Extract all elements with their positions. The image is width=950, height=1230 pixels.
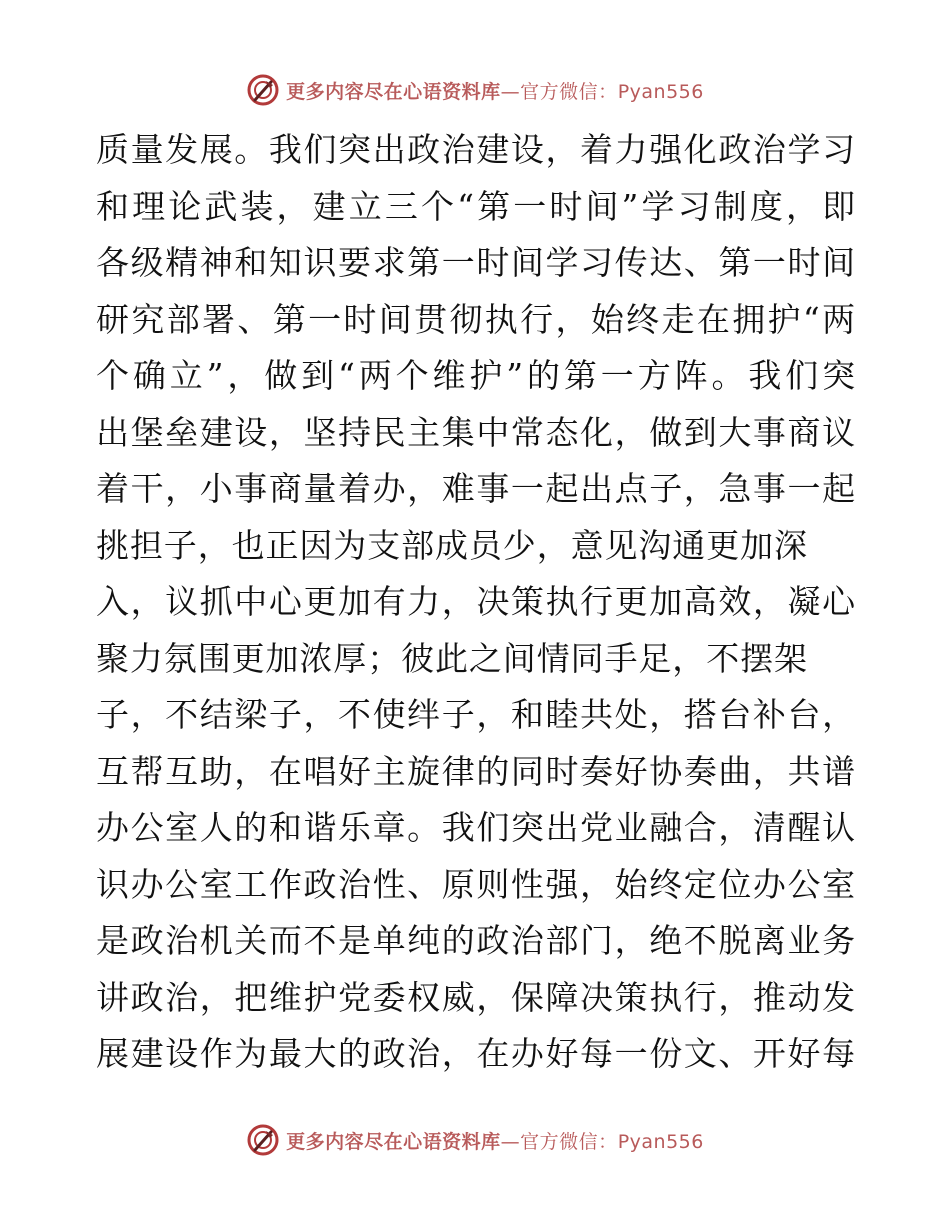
header-banner-text: [286, 77, 704, 104]
footer-banner: [0, 1120, 950, 1160]
header-wechat-label: 官方微信：: [520, 80, 618, 103]
body-line: 入，议抓中心更加有力，决策执行更加高效，凝心: [96, 582, 856, 621]
footer-promo-text: 更多内容尽在心语资料库: [286, 1130, 501, 1153]
header-separator: —: [500, 80, 521, 103]
footer-wechat-id: Pyan556: [617, 1130, 704, 1153]
body-line: 办公室人的和谐乐章。我们突出党业融合，清醒认: [96, 808, 856, 847]
body-line: 质量发展。我们突出政治建设，着力强化政治学习: [96, 130, 856, 169]
red-seal-logo-icon: [246, 73, 280, 107]
red-seal-logo-icon: [246, 1123, 280, 1157]
footer-banner-text: [286, 1127, 704, 1154]
body-line: 展建设作为最大的政治，在办好每一份文、开好每: [96, 1034, 856, 1073]
header-promo-text: 更多内容尽在心语资料库: [286, 80, 501, 103]
body-line: 着干，小事商量着办，难事一起出点子，急事一起: [96, 469, 856, 508]
body-line: 聚力氛围更加浓厚；彼此之间情同手足，不摆架: [96, 638, 808, 678]
body-line: 讲政治，把维护党委权威，保障决策执行，推动发: [96, 977, 856, 1017]
body-line: 互帮互助，在唱好主旋律的同时奏好协奏曲，共谱: [96, 751, 856, 791]
body-line: 和理论武装，建立三个“第一时间”学习制度，即: [96, 186, 856, 226]
footer-wechat-label: 官方微信：: [520, 1130, 618, 1153]
body-line: 子，不结梁子，不使绊子，和睦共处，搭台补台，: [96, 695, 856, 734]
body-line: 是政治机关而不是单纯的政治部门，绝不脱离业务: [96, 921, 856, 960]
body-line: 研究部署、第一时间贯彻执行，始终走在拥护“两: [96, 299, 856, 339]
body-line: 出堡垒建设，坚持民主集中常态化，做到大事商议: [96, 412, 856, 452]
body-line: 个确立”，做到“两个维护”的第一方阵。我们突: [96, 356, 856, 395]
body-line: 各级精神和知识要求第一时间学习传达、第一时间: [96, 243, 856, 282]
body-line: 挑担子，也正因为支部成员少，意见沟通更加深: [96, 525, 808, 565]
footer-separator: —: [500, 1130, 521, 1153]
document-body: [96, 122, 856, 1083]
body-line: 识办公室工作政治性、原则性强，始终定位办公室: [96, 864, 856, 904]
header-banner: [0, 70, 950, 110]
header-wechat-id: Pyan556: [617, 80, 704, 103]
